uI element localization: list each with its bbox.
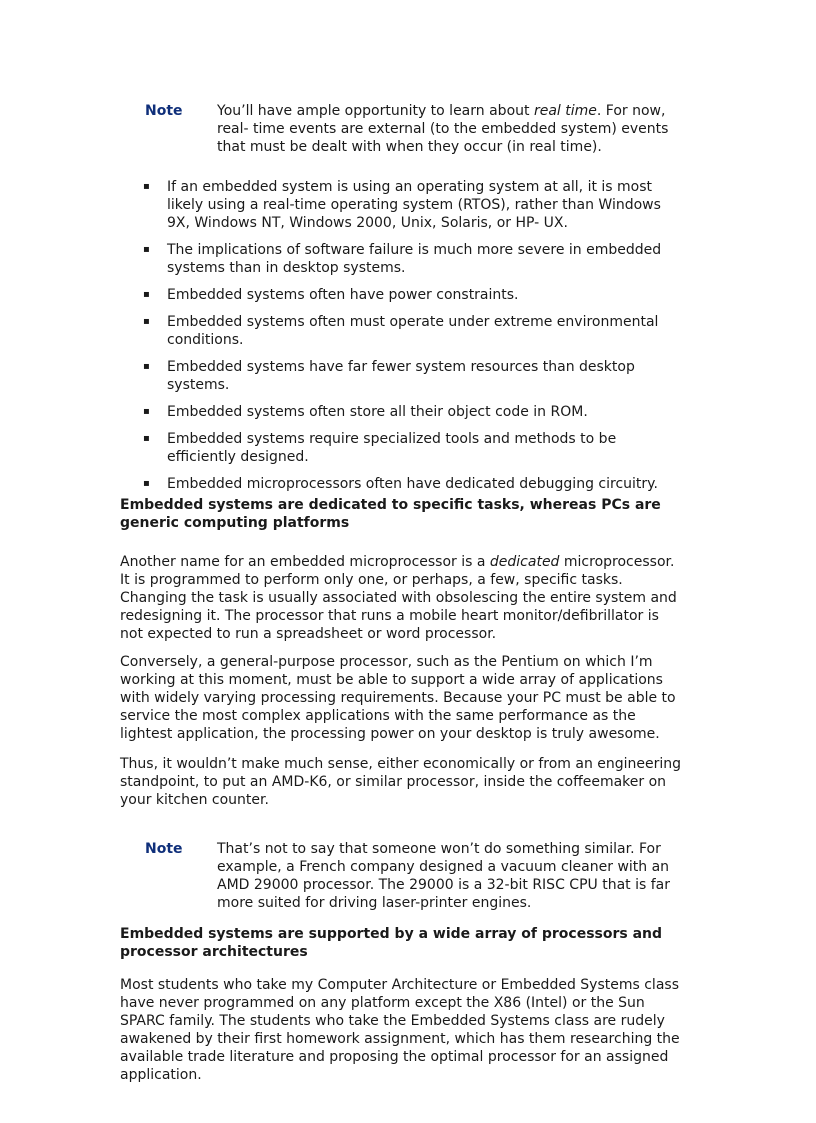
- list-item: [140, 403, 680, 421]
- list-item-text: If an embedded system is using an operating system at all, it is most likely using a real-time operating system (RTOS), rather than Windows 9X, Windows NT, Windows 2000, Unix, Solaris, or HP- UX.: [167, 179, 661, 231]
- bullet-icon: ▪: [143, 361, 150, 372]
- list-item: [140, 475, 680, 493]
- note-box-real-time: [145, 102, 705, 156]
- bullet-icon: ▪: [143, 244, 150, 255]
- list-item: [140, 286, 680, 304]
- paragraph-general-purpose: Conversely, a general-purpose processor, such as the Pentium on which I’m working at this moment, must be able to support a wide array of applications with widely varying processing requirements. Because your PC must be able to service the most complex applications with the same performance as the lightest application, the processing power on your desktop is truly awesome.: [120, 654, 676, 742]
- bullet-icon: ▪: [143, 181, 150, 192]
- note-text-emphasis: real time: [533, 103, 597, 119]
- paragraph-emphasis: dedicated: [489, 554, 560, 570]
- section-heading-processors: Embedded systems are supported by a wide array of processors and processor architectures: [120, 926, 663, 960]
- paragraph-coffeemaker: Thus, it wouldn’t make much sense, either economically or from an engineering standpoint, to put an AMD-K6, or similar processor, inside the coffeemaker on your kitchen counter.: [120, 756, 682, 808]
- section-heading-dedicated: Embedded systems are dedicated to specific tasks, whereas PCs are generic computing platforms: [120, 497, 661, 531]
- paragraph-text-pre: Another name for an embedded microprocessor is a: [120, 554, 490, 570]
- list-item-text: Embedded systems often must operate under extreme environmental conditions.: [167, 314, 659, 348]
- bullet-icon: ▪: [143, 316, 150, 327]
- list-item-text: Embedded systems have far fewer system resources than desktop systems.: [167, 359, 635, 393]
- list-item: [140, 241, 680, 277]
- note-text-post: . For now, real- time events are external (to the embedded system) events that must be dealt with when they occur (in real time).: [217, 103, 669, 155]
- bullet-icon: ▪: [143, 406, 150, 417]
- note-label: Note: [145, 103, 183, 119]
- paragraph-text-post: microprocessor. It is programmed to perform only one, or perhaps, a few, specific tasks. Changing the task is usually associated with obsolescing the entire system and redesigning it. The processor that runs a mobile heart monitor/defibrillator is not expected to run a spreadsheet or word processor.: [120, 554, 677, 642]
- list-item-text: The implications of software failure is much more severe in embedded systems than in desktop systems.: [167, 242, 662, 276]
- paragraph-students: Most students who take my Computer Architecture or Embedded Systems class have never programmed on any platform except the X86 (Intel) or the Sun SPARC family. The students who take the Embedded Systems class are rudely awakened by their first homework assignment, which has them researching the available trade literature and proposing the optimal processor for an assigned application.: [120, 977, 680, 1083]
- list-item: [140, 178, 680, 232]
- paragraph-dedicated-processor: [120, 553, 686, 643]
- list-item: [140, 313, 680, 349]
- note-label: Note: [145, 841, 183, 857]
- list-item-text: Embedded systems often store all their object code in ROM.: [167, 404, 588, 420]
- list-item-text: Embedded systems often have power constraints.: [167, 287, 519, 303]
- note-text: [217, 102, 693, 156]
- list-item: [140, 358, 680, 394]
- note-box-vacuum-cleaner: [145, 840, 705, 912]
- embedded-traits-list: [140, 178, 680, 502]
- list-item: [140, 430, 680, 466]
- bullet-icon: ▪: [143, 478, 150, 489]
- list-item-text: Embedded systems require specialized tools and methods to be efficiently designed.: [167, 431, 617, 465]
- note-text-pre: You’ll have ample opportunity to learn about: [217, 103, 534, 119]
- list-item-text: Embedded microprocessors often have dedicated debugging circuitry.: [167, 476, 658, 492]
- note-text: That’s not to say that someone won’t do something similar. For example, a French company designed a vacuum cleaner with an AMD 29000 processor. The 29000 is a 32-bit RISC CPU that is far more suited for driving laser-printer engines.: [217, 841, 670, 911]
- bullet-icon: ▪: [143, 433, 150, 444]
- bullet-icon: ▪: [143, 289, 150, 300]
